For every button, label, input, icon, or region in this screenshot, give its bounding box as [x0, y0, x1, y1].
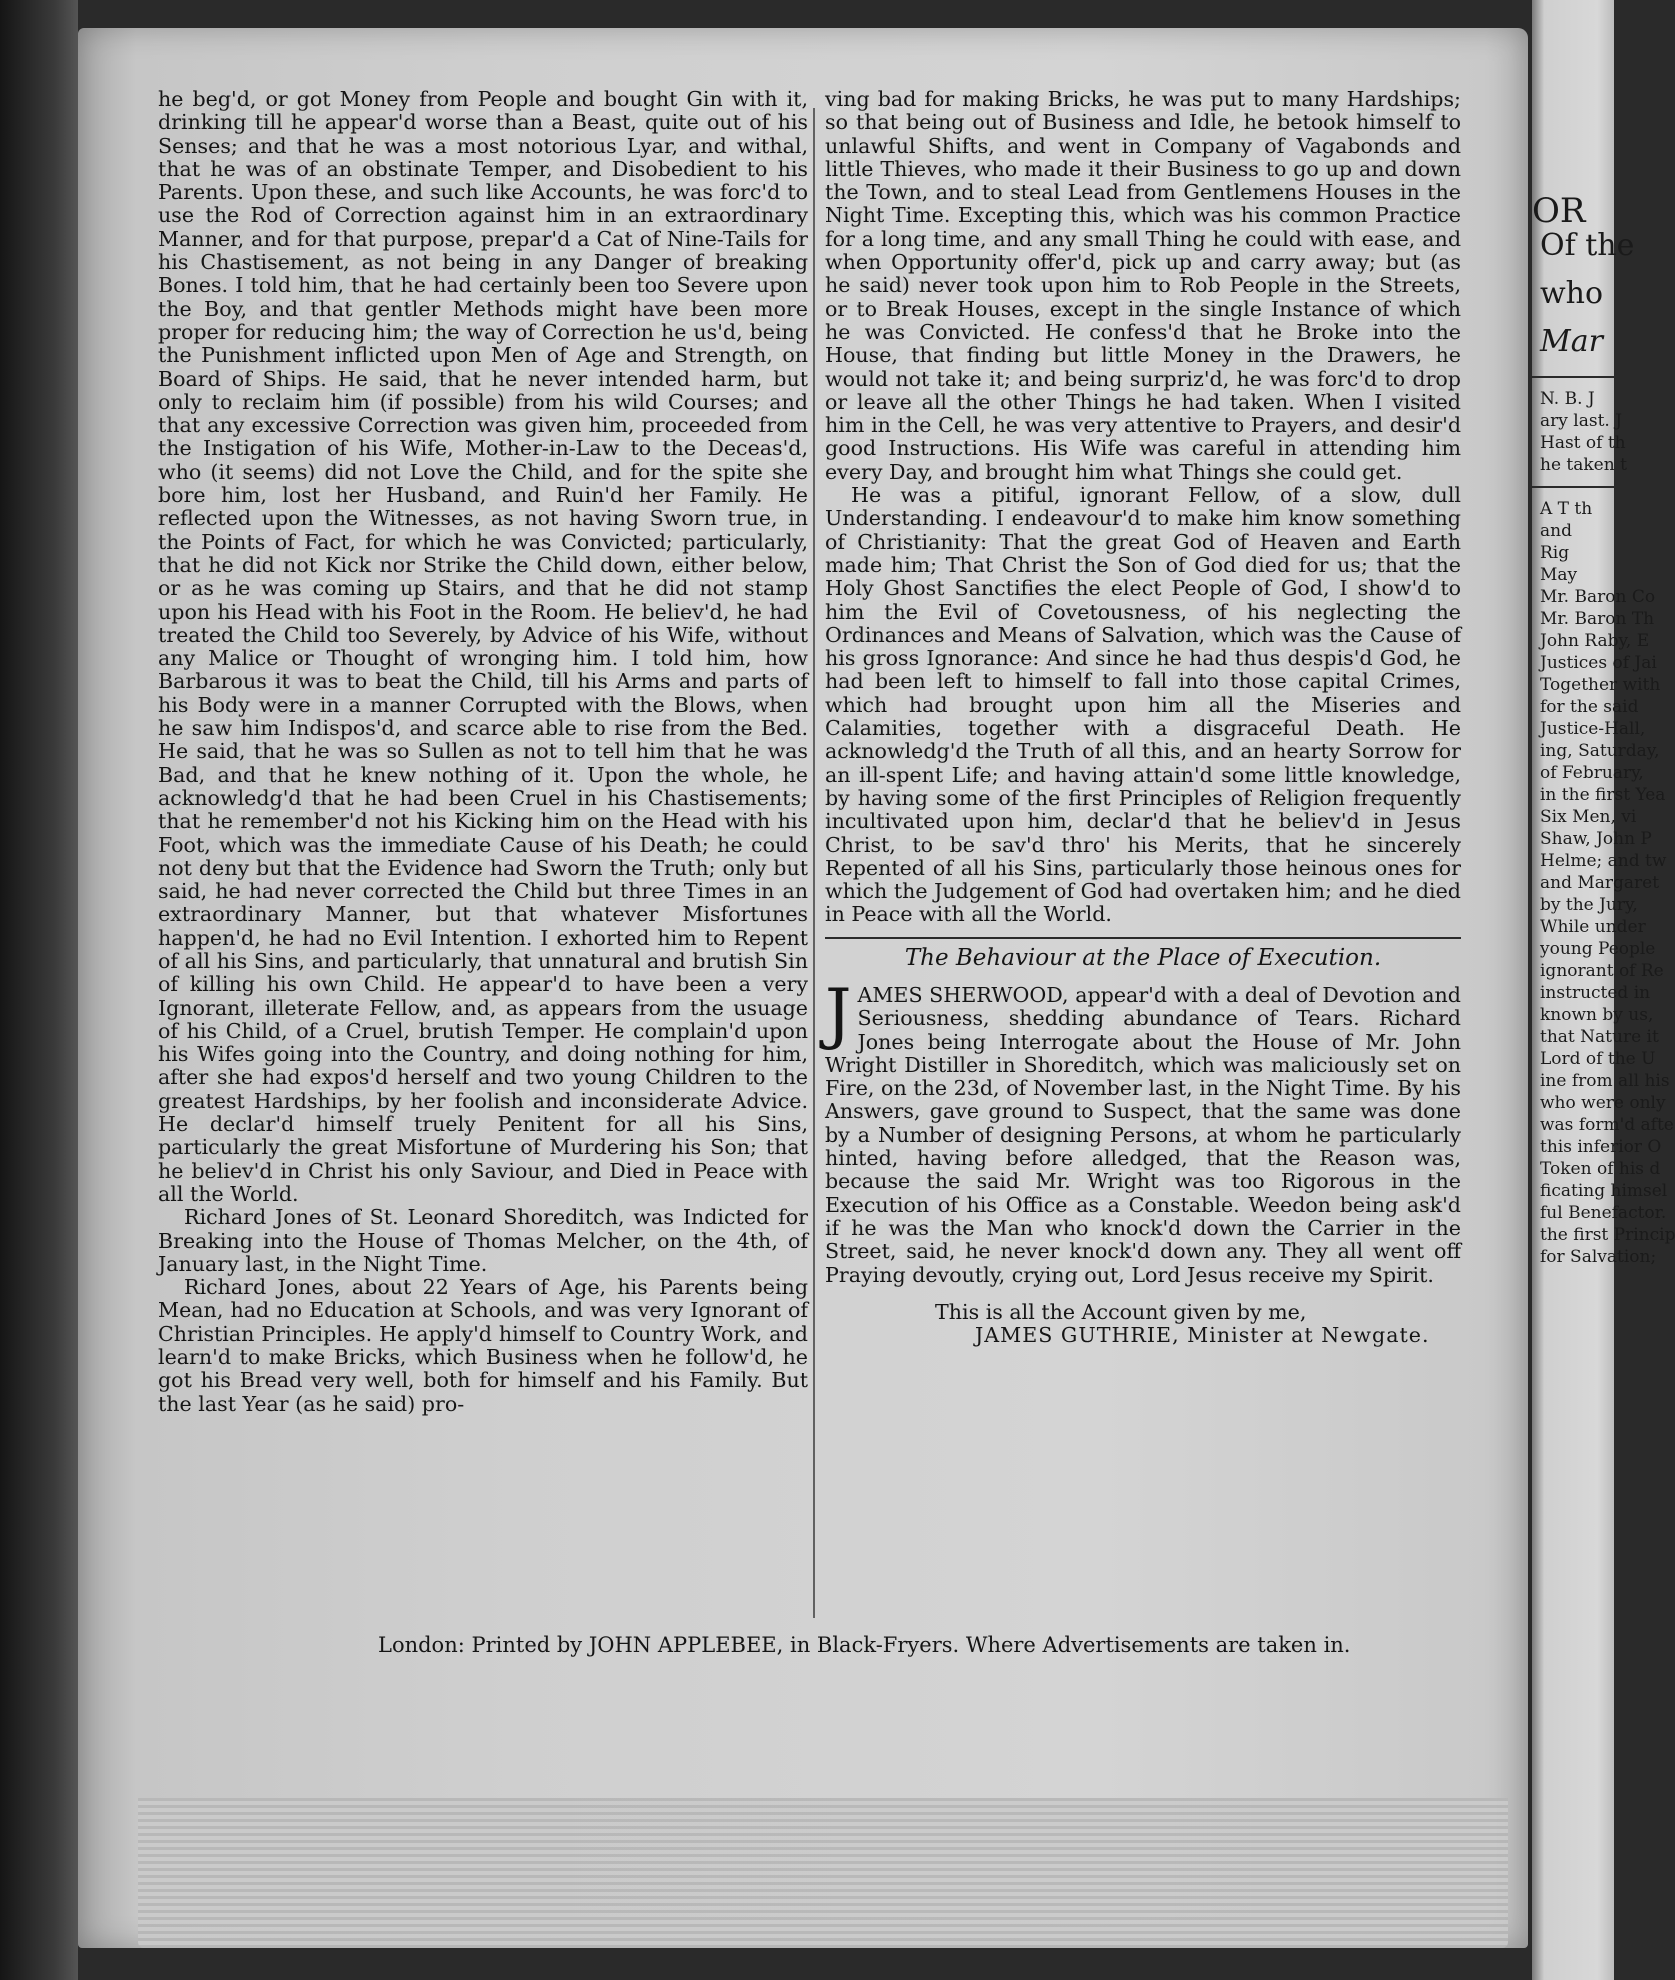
adjacent-line-2: who: [1540, 276, 1604, 311]
adjacent-body-line-33: ful Benefactor.: [1540, 1203, 1667, 1223]
adjacent-body-line-28: who were only: [1540, 1093, 1666, 1113]
page-edge: [138, 1798, 1508, 1948]
adjacent-body-line-4: May: [1540, 565, 1578, 585]
adjacent-body-line-31: Token of his d: [1540, 1159, 1661, 1179]
adjacent-body-line-13: of February,: [1540, 763, 1644, 783]
adjacent-body-line-29: was form'd afte: [1540, 1115, 1674, 1135]
adjacent-notes: [1532, 388, 1627, 476]
adjacent-body-line-26: Lord of the U: [1540, 1049, 1656, 1069]
left-paragraph-1: he beg'd, or got Money from People and bought Gin with it, drinking till he appear'd worse than a Beast, quite out of his Senses; and that he was a most notorious Lyar, and withal, that he was of an obstinate Temper, and Disobedient to his Parents. Upon these, and such like Accounts, he was forc'd to use the Rod of Correction against him in an extraordinary Manner, and for that purpose, prepar'd a Cat of Nine-Tails for his Chastisement, as not being in any Danger of breaking Bones. I told him, that he had certainly been too Severe upon the Boy, and that gentler Methods might have been more proper for reducing him; the way of Correction he us'd, being the Punishment inflicted upon Men of Age and Strength, on Board of Ships. He said, that he never intended harm, but only to reclaim him (if possible) from his wild Courses; and that any excessive Correction was given him, proceeded from the Instigation of his Wife, Mother-in-Law to the Deceas'd, who (it seems) did not Love the Child, and for the spite she bore him, lost her Husband, and Ruin'd her Family. He reflected upon the Witnesses, as not having Sworn true, in the Points of Fact, for which he was Convicted; particularly, that he did not Kick nor Strike the Child down, either below, or as he was coming up Stairs, and that he did not stamp upon his Head with his Foot in the Room. He believ'd, he had treated the Child too Severely, by Advice of his Wife, without any Malice or Thought of wronging him. I told him, how Barbarous it was to beat the Child, till his Arms and parts of his Body were in a manner Corrupted with the Blows, when he saw him Indispos'd, and scarce able to rise from the Bed. He said, that he was so Sullen as not to tell him that he was Bad, and that he knew nothing of it. Upon the whole, he acknowledg'd that he had been Cruel in his Chastisements; that he remember'd not his Kicking him on the Head with his Foot, which was the immediate Cause of his Death; he could not deny but that the Evidence had Sworn the Truth; only but said, he had never corrected the Child but three Times in an extraordinary Manner, but that whatever Misfortunes happen'd, he had no Evil Intention. I exhorted him to Repent of all his Sins, and particularly, that unnatural and brutish Sin of killing his own Child. He appear'd to have been a very Ignorant, illeterate Fellow, and, as appears from the usuage of his Child, of a Cruel, brutish Temper. He complain'd upon his Wifes going into the Country, and doing nothing for him, after she had expos'd herself and two young Children to the greatest Hardships, by her foolish and inconsiderate Advice. He declar'd himself truely Penitent for all his Sins, particularly the great Misfortune of Murdering his Son; that he believ'd in Christ his only Saviour, and Died in Peace with all the World.: [158, 87, 808, 1206]
adjacent-body-line-25: that Nature it: [1540, 1027, 1659, 1047]
right-paragraph-1: ving bad for making Bricks, he was put to many Hardships; so that being out of Business and Idle, he betook himself to unlawful Shifts, and went in Company of Vagabonds and little Thieves, who made it their Business to go up and down the Town, and to steal Lead from Gentlemens Houses in the Night Time. Excepting this, which was his common Practice for a long time, and any small Thing he could with ease, and when Opportunity offer'd, pick up and carry away; but (as he said) never took upon him to Rob People in the Streets, or to Break Houses, except in the single Instance of which he was Convicted. He confess'd that he Broke into the House, that finding but little Money in the Drawers, he would not take it; and being surpriz'd, he was forc'd to drop or leave all the other Things he had taken. When I visited him in the Cell, he was very attentive to Prayers, and desir'd good Instructions. His Wife was careful in attending him every Day, and brought him what Things she could get.: [825, 87, 1461, 484]
adjacent-body-line-10: for the said: [1540, 697, 1639, 717]
adjacent-rule-1: [1532, 376, 1614, 378]
document-page: [78, 28, 1528, 1948]
adjacent-body-line-30: this inferior O: [1540, 1137, 1662, 1157]
adjacent-body-line-17: Helme; and tw: [1540, 851, 1667, 871]
adjacent-body-line-15: Six Men, vi: [1540, 807, 1637, 827]
adjacent-line-1: Of the: [1540, 228, 1635, 263]
adjacent-body-line-6: Mr. Baron Th: [1540, 609, 1655, 629]
right-column: [825, 88, 1461, 1347]
adjacent-body-line-24: known by us,: [1540, 1005, 1654, 1025]
signoff-line-2: JAMES GUTHRIE, Minister at Newgate.: [975, 1323, 1430, 1348]
adjacent-body-line-8: Justices of Jai: [1540, 653, 1657, 673]
adjacent-note-line-3: Hast of th: [1540, 433, 1626, 453]
adjacent-body-line-35: for Salvation;: [1540, 1247, 1657, 1267]
adjacent-body-line-2: and: [1540, 521, 1572, 541]
left-paragraph-2: Richard Jones of St. Leonard Shoreditch, was Indicted for Breaking into the House of Thomas Melcher, on the 4th, of January last, in the Night Time.: [158, 1205, 808, 1276]
adjacent-body-line-18: and Margaret: [1540, 873, 1660, 893]
adjacent-body-line-1: A T th: [1540, 499, 1593, 519]
adjacent-body-line-9: Together with: [1540, 675, 1661, 695]
adjacent-note-line-1: N. B. J: [1540, 389, 1595, 409]
adjacent-body-line-21: young People: [1540, 939, 1656, 959]
left-column: [158, 88, 808, 1416]
adjacent-body-line-12: ing, Saturday,: [1540, 741, 1660, 761]
adjacent-body-line-5: Mr. Baron Co: [1540, 587, 1656, 607]
adjacent-body-line-34: the first Princip: [1540, 1225, 1675, 1245]
adjacent-body-line-11: Justice-Hall,: [1540, 719, 1646, 739]
adjacent-body-line-14: in the first Yea: [1540, 785, 1666, 805]
imprint-line: London: Printed by JOHN APPLEBEE, in Black-Fryers. Where Advertisements are taken in.: [378, 1633, 1351, 1657]
adjacent-body-line-27: ine from all his: [1540, 1071, 1670, 1091]
adjacent-body-line-20: While under: [1540, 917, 1646, 937]
adjacent-rule-2: [1532, 486, 1614, 488]
adjacent-body-line-22: ignorant of Re: [1540, 961, 1664, 981]
adjacent-body-line-23: instructed in: [1540, 983, 1651, 1003]
signoff-line-1: This is all the Account given by me,: [935, 1299, 1307, 1324]
adjacent-body-line-3: Rig: [1540, 543, 1570, 563]
drop-cap: J: [825, 974, 852, 1052]
left-paragraph-3: Richard Jones, about 22 Years of Age, his Parents being Mean, had no Education at Schools, and was very Ignorant of Christian Principles. He apply'd himself to Country Work, and learn'd to make Bricks, which Business when he follow'd, he got his Bread very well, both for himself and his Family. But the last Year (as he said) pro-: [158, 1275, 808, 1416]
execution-heading: The Behaviour at the Place of Execution.: [904, 944, 1382, 971]
column-divider: [813, 108, 815, 1618]
adjacent-page: [1532, 0, 1675, 1980]
adjacent-note-line-2: ary last. J: [1540, 411, 1623, 431]
adjacent-body-line-19: by the Jury,: [1540, 895, 1638, 915]
execution-paragraph: [825, 974, 1461, 1287]
adjacent-body-line-16: Shaw, John P: [1540, 829, 1652, 849]
right-paragraph-2: He was a pitiful, ignorant Fellow, of a slow, dull Understanding. I endeavour'd to make him know something of Christianity: That the great God of Heaven and Earth made him; That Christ the Son of God died for us; that the Holy Ghost Sanctifies the elect People of God, I show'd to him the Evil of Covetousness, of his neglecting the Ordinances and Means of Salvation, which was the Cause of his gross Ignorance: And since he had thus despis'd God, he had been left to himself to fall into those capital Crimes, which had brought upon him all the Miseries and Calamities, together with a disgraceful Death. He acknowledg'd the Truth of all this, and an hearty Sorrow for an ill-spent Life; and having attain'd some little knowledge, by having some of the first Principles of Religion frequently incultivated upon him, declar'd that he believ'd in Jesus Christ, to be sav'd thro' his Merits, that he sincerely Repented of all his Sins, particularly those heinous ones for which the Judgement of God had overtaken him; and he died in Peace with all the World.: [825, 483, 1461, 927]
adjacent-body: [1532, 498, 1675, 1268]
adjacent-body-line-7: John Raby, E: [1540, 631, 1650, 651]
book-binding: [0, 0, 78, 1980]
adjacent-note-line-4: he taken t: [1540, 455, 1627, 475]
section-rule: [825, 937, 1461, 939]
adjacent-body-line-32: ficating himsel: [1540, 1181, 1668, 1201]
execution-text: AMES SHERWOOD, appear'd with a deal of Devotion and Seriousness, shedding abundance of Tears. Richard Jones being Interrogate about the House of Mr. John Wright Distiller in Shoreditch, which was maliciously set on Fire, on the 23d, of November last, in the Night Time. By his Answers, gave ground to Suspect, that the same was done by a Number of designing Persons, at whom he particularly hinted, having before alledged, that the Reason was, because the said Mr. Wright was too Rigorous in the Execution of his Office as a Constable. Weedon being ask'd if he was the Man who knock'd down the Carrier in the Street, said, he never knock'd down any. They all went off Praying devoutly, crying out, Lord Jesus receive my Spirit.: [825, 982, 1461, 1287]
adjacent-title: OR: [1532, 191, 1586, 231]
adjacent-line-3: Mar: [1540, 324, 1603, 359]
